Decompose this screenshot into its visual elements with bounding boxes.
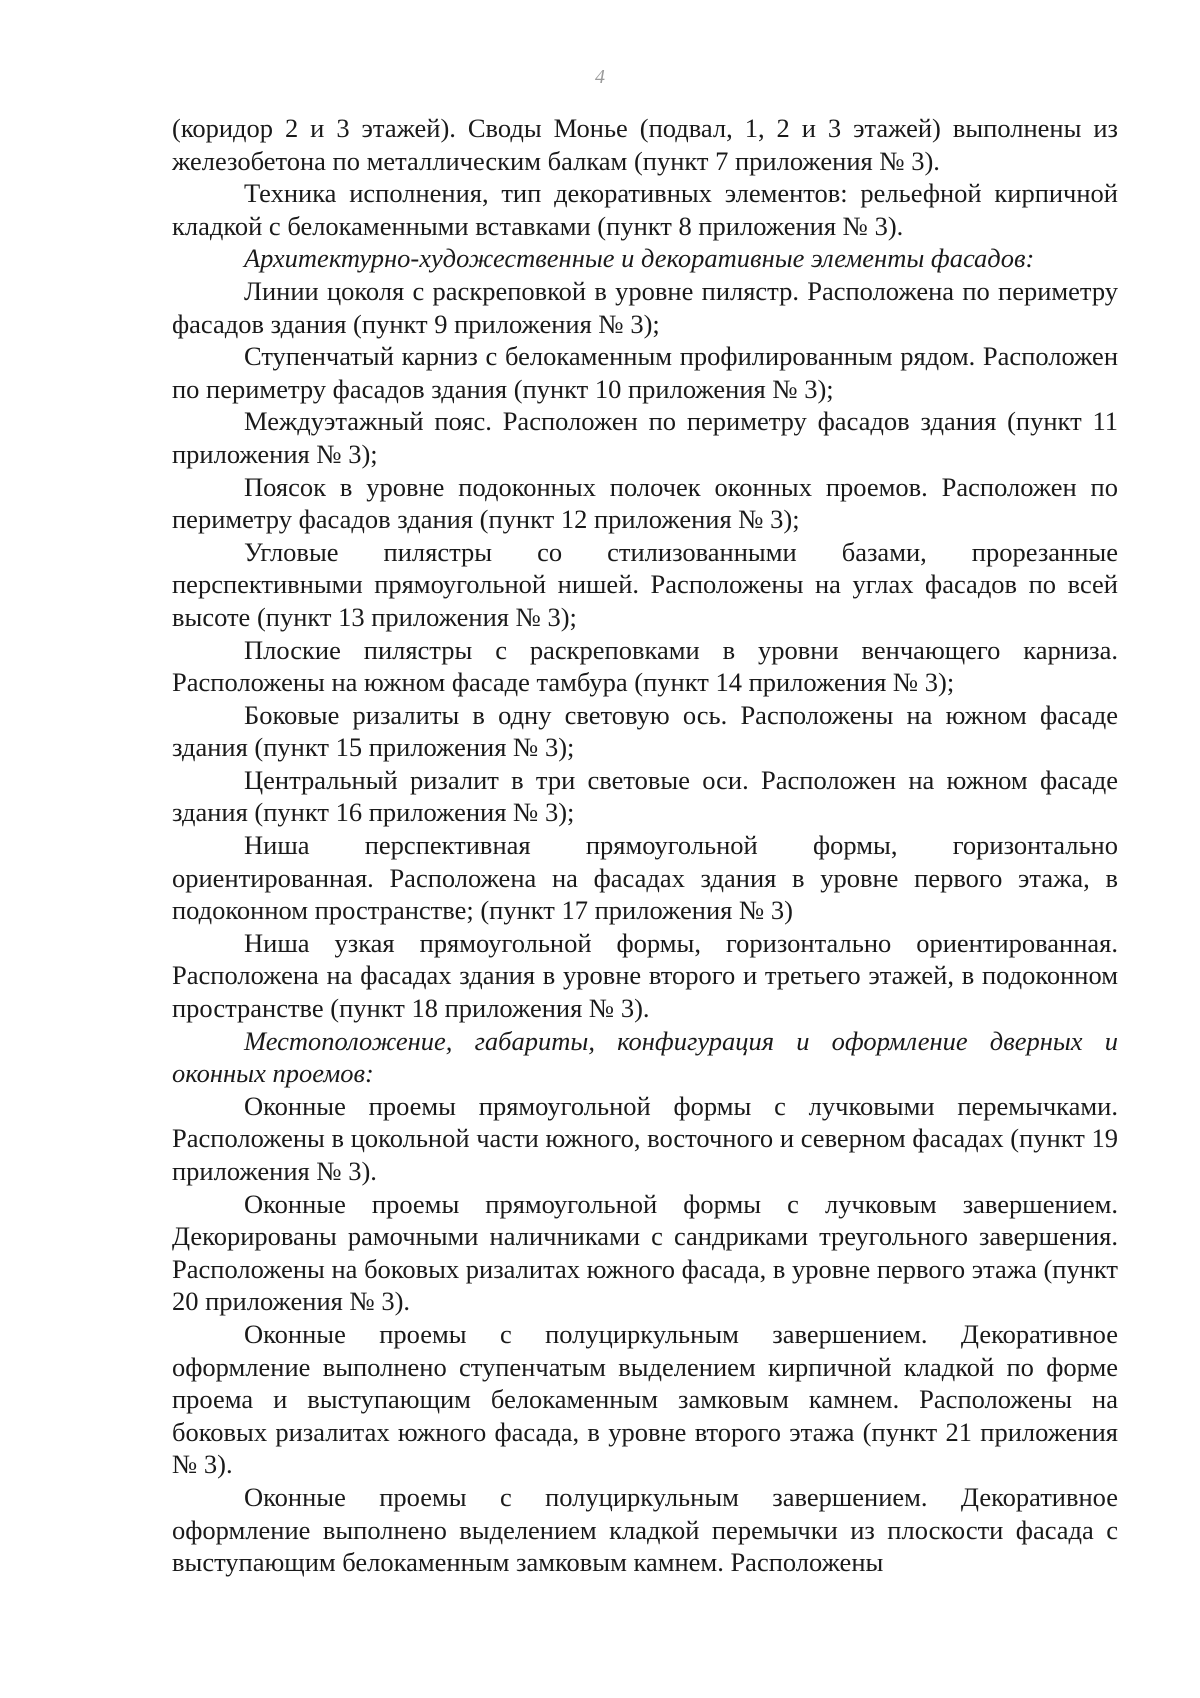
paragraph: (коридор 2 и 3 этажей). Своды Монье (подвал, 1, 2 и 3 этажей) выполнены из железобетона по металлическим балкам (пункт 7 приложения № 3).	[172, 113, 1118, 176]
paragraph: Угловые пилястры со стилизованными базами, прорезанные перспективными прямоугольной нишей. Расположены на углах фасадов по всей высоте (пункт 13 приложения № 3);	[172, 536, 1118, 632]
section-heading: Местоположение, габариты, конфигурация и оформление дверных и оконных проемов:	[172, 1025, 1118, 1089]
paragraph: Оконные проемы прямоугольной формы с лучковым завершением. Декорированы рамочными наличниками с сандриками треугольного завершения. Расположены на боковых ризалитах южного фасада, в уровне первого этажа (пункт 20 приложения № 3).	[172, 1188, 1118, 1317]
paragraph: Междуэтажный пояс. Расположен по периметру фасадов здания (пункт 11 приложения № 3);	[172, 406, 1118, 469]
paragraph: Оконные проемы прямоугольной формы с лучковыми перемычками. Расположены в цокольной части южного, восточного и северном фасадах (пункт 19 приложения № 3).	[172, 1090, 1118, 1186]
paragraph: Линии цоколя с раскреповкой в уровне пилястр. Расположена по периметру фасадов здания (пункт 9 приложения № 3);	[172, 275, 1118, 339]
paragraph: Ступенчатый карниз с белокаменным профилированным рядом. Расположен по периметру фасадов здания (пункт 10 приложения № 3);	[172, 341, 1118, 404]
paragraph: Центральный ризалит в три световые оси. Расположен на южном фасаде здания (пункт 16 приложения № 3);	[172, 764, 1118, 828]
paragraph: Плоские пилястры с раскреповками в уровни венчающего карниза. Расположены на южном фасаде тамбура (пункт 14 приложения № 3);	[172, 634, 1118, 698]
section-heading: Архитектурно-художественные и декоративные элементы фасадов:	[244, 243, 1035, 274]
document-body	[172, 112, 1118, 1579]
page-number: 4	[595, 66, 605, 88]
paragraph: Оконные проемы с полуциркульным завершением. Декоративное оформление выполнено выделением кладкой перемычки из плоскости фасада с выступающим белокаменным замковым камнем. Расположены	[172, 1481, 1118, 1578]
paragraph: Оконные проемы с полуциркульным завершением. Декоративное оформление выполнено ступенчатым выделением кирпичной кладкой по форме проема и выступающим белокаменным замковым камнем. Расположены на боковых ризалитах южного фасада, в уровне второго этажа (пункт 21 приложения № 3).	[172, 1318, 1118, 1480]
paragraph: Поясок в уровне подоконных полочек оконных проемов. Расположен по периметру фасадов здания (пункт 12 приложения № 3);	[172, 471, 1118, 535]
paragraph: Ниша узкая прямоугольной формы, горизонтально ориентированная. Расположена на фасадах здания в уровне второго и третьего этажей, в подоконном пространстве (пункт 18 приложения № 3).	[172, 927, 1118, 1024]
paragraph: Боковые ризалиты в одну световую ось. Расположены на южном фасаде здания (пункт 15 приложения № 3);	[172, 699, 1118, 763]
paragraph: Ниша перспективная прямоугольной формы, горизонтально ориентированная. Расположена на фасадах здания в уровне первого этажа, в подоконном пространстве; (пункт 17 приложения № 3)	[172, 830, 1118, 926]
paragraph: Техника исполнения, тип декоративных элементов: рельефной кирпичной кладкой с белокаменными вставками (пункт 8 приложения № 3).	[172, 178, 1118, 241]
